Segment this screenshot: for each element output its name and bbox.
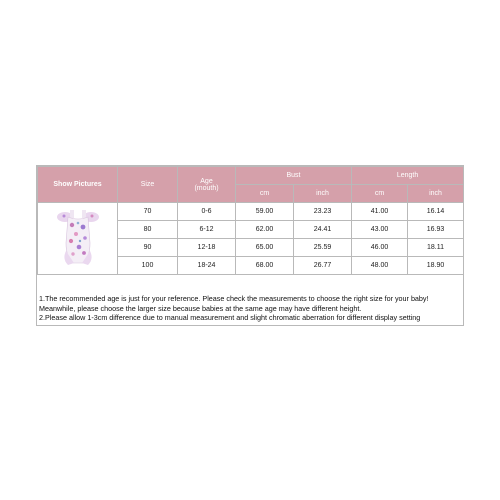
cell-size: 100 bbox=[118, 257, 178, 275]
cell-bust-cm: 68.00 bbox=[236, 257, 294, 275]
header-bust: Bust bbox=[236, 167, 352, 185]
cell-bust-inch: 23.23 bbox=[294, 203, 352, 221]
header-show-pictures: Show Pictures bbox=[38, 167, 118, 203]
note-line-2: Meanwhile, please choose the larger size because babies at the same age may have different height. bbox=[39, 303, 362, 313]
cell-length-cm: 46.00 bbox=[352, 239, 408, 257]
cell-size: 70 bbox=[118, 203, 178, 221]
size-chart-frame bbox=[36, 165, 464, 326]
cell-age: 12-18 bbox=[178, 239, 236, 257]
product-picture-cell bbox=[38, 203, 118, 275]
cell-age: 6-12 bbox=[178, 221, 236, 239]
cell-length-cm: 43.00 bbox=[352, 221, 408, 239]
cell-length-inch: 16.14 bbox=[408, 203, 464, 221]
table-row bbox=[38, 203, 464, 221]
header-size: Size bbox=[118, 167, 178, 203]
note-line-1: 1.The recommended age is just for your reference. Please check the measurements to choose the right size for your baby! bbox=[39, 294, 429, 303]
cell-bust-cm: 65.00 bbox=[236, 239, 294, 257]
header-length-inch: inch bbox=[408, 185, 464, 203]
cell-bust-cm: 62.00 bbox=[236, 221, 294, 239]
cell-bust-cm: 59.00 bbox=[236, 203, 294, 221]
header-age-unit: (mouth) bbox=[194, 184, 219, 192]
cell-size: 90 bbox=[118, 239, 178, 257]
cell-length-cm: 41.00 bbox=[352, 203, 408, 221]
floral-romper-image bbox=[56, 207, 100, 271]
cell-length-inch: 18.90 bbox=[408, 257, 464, 275]
header-length-cm: cm bbox=[352, 185, 408, 203]
header-length: Length bbox=[352, 167, 464, 185]
header-bust-cm: cm bbox=[236, 185, 294, 203]
cell-length-inch: 16.93 bbox=[408, 221, 464, 239]
cell-bust-inch: 26.77 bbox=[294, 257, 352, 275]
cell-bust-inch: 24.41 bbox=[294, 221, 352, 239]
header-age-label: Age bbox=[200, 177, 213, 185]
size-chart-table bbox=[37, 166, 464, 275]
cell-age: 18-24 bbox=[178, 257, 236, 275]
note-line-3: 2.Please allow 1-3cm difference due to manual measurement and slight chromatic aberration for different display setting bbox=[39, 313, 421, 322]
cell-bust-inch: 25.59 bbox=[294, 239, 352, 257]
sizing-notes bbox=[39, 294, 463, 323]
cell-length-cm: 48.00 bbox=[352, 257, 408, 275]
cell-size: 80 bbox=[118, 221, 178, 239]
cell-length-inch: 18.11 bbox=[408, 239, 464, 257]
header-age bbox=[178, 167, 236, 203]
header-bust-inch: inch bbox=[294, 185, 352, 203]
cell-age: 0-6 bbox=[178, 203, 236, 221]
